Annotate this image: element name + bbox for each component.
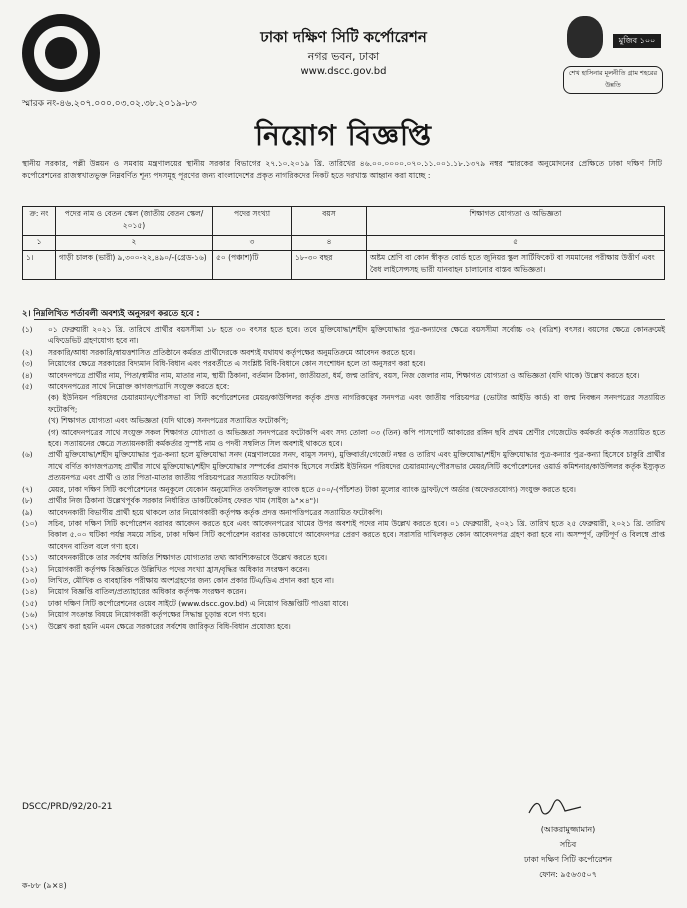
org-website[interactable]: www.dscc.gov.bd xyxy=(300,66,387,77)
list-item: (১০) সচিব, ঢাকা দক্ষিণ সিটি কর্পোরেশন বরাবর আবেদন করতে হবে এবং আবেদনপত্রের খামের উপর অবশ্যই পদের নাম উল্লেখ করতে হবে। ০১ ফেব্রুয়ারী, ২০২১ খ্রি. তারিখ হতে ২৫ ফেব্রুয়ারী, ২০২১ খ্রি. তারিখ বিকাল ৫.০০ ঘটিকা পর্যন্ত সময়ে সচিব, ঢাকা দক্ষিণ সিটি কর্পোরেশন বরাবর ডাকযোগে আবেদনপত্র প্রেরণ করতে হবে। সরাসরি দাখিলকৃত কোন আবেদনপত্র গ্রহণ করা হবে না। অসম্পূর্ণ, ত্রুটিপূর্ণ ও বিলম্বে প্রাপ্ত আবেদন বাতিল বলে গণ্য হবে। xyxy=(22,518,665,551)
list-item: (১) ০১ ফেব্রুয়ারী ২০২১ খ্রি. তারিখে প্রার্থীর বয়সসীমা ১৮ হতে ৩০ বৎসর হতে হবে। তবে মুক্তিযোদ্ধা/শহীদ মুক্তিযোদ্ধার পুত্র-কন্যাদের ক্ষেত্রে বয়সসীমা সর্বোচ্চ ৩২ (বত্রিশ) বৎসর। বয়সের ক্ষেত্রে কোনক্রমেই এফিডেভিট গ্রহণযোগ্য হবে না। xyxy=(22,325,665,346)
list-item: (৫) আবেদনপত্রের সাথে নিম্নোক্ত কাগজপত্রাদি সংযুক্ত করতে হবে: xyxy=(22,382,230,392)
table-header-row xyxy=(23,207,665,236)
col-age: বয়স xyxy=(292,207,367,236)
org-name: ঢাকা দক্ষিণ সিটি কর্পোরেশন xyxy=(260,28,427,46)
list-item: (১৩) লিখিত, মৌখিক ও ব্যবহারিক পরীক্ষায় অংশগ্রহণের জন্য কোন প্রকার টিএ/ডিএ প্রদান করা হবে না। xyxy=(22,575,334,585)
list-item: (১৫) ঢাকা দক্ষিণ সিটি কর্পোরেশনের ওয়েব সাইটে (www.dscc.gov.bd) এ নিয়োগ বিজ্ঞপ্তিটি পাওয়া যাবে। xyxy=(22,598,349,608)
mujib-badge: মুজিব ১০০ xyxy=(613,34,661,48)
conditions-title: ২। নিম্নলিখিত শর্তাবলী অবশ্যই অনুসরণ করতে হবে : xyxy=(22,308,200,318)
list-item: (৯) আবেদনকারী বিভাগীয় প্রার্থী হয়ে থাকলে তার নিয়োগকারী কর্তৃপক্ষ কর্তৃক প্রদত্ত অনাপত্তিপত্রের সত্যায়িত ফটোকপি। xyxy=(22,507,383,517)
list-item: (৪) আবেদনপত্রে প্রার্থীর নাম, পিতা/স্বামীর নাম, মাতার নাম, স্থায়ী ঠিকানা, বর্তমান ঠিকানা, জাতীয়তা, ধর্ম, জন্ম তারিখ, বয়স, নিজ জেলার নাম, শিক্ষাগত যোগ্যতা ও অভিজ্ঞতা (যদি থাকে) উল্লেখ করতে হবে। xyxy=(22,370,640,380)
footer-code: ক-৮৮ (৯×৪) xyxy=(22,881,67,890)
vacancy-table xyxy=(22,206,665,280)
list-item: (৬) প্রার্থী মুক্তিযোদ্ধা/শহীদ মুক্তিযোদ্ধার পুত্র-কন্যা হলে মুক্তিযোদ্ধা সনদ (মন্ত্রণালয়ের সনদ, বামুস সনদ), মুক্তিবার্তা/গেজেট নম্বর ও তারিখ এবং মুক্তিযোদ্ধা/শহীদ মুক্তিযোদ্ধার পুত্র-কন্যার পুত্র-কন্যা হিসেবে চাকুরি প্রার্থীর সাথে বর্ণিত কাগজপত্রসহ প্রার্থীর সাথে মুক্তিযোদ্ধা/শহীদ মুক্তিযোদ্ধার সম্পর্কের প্রমাণক হিসেবে সংশ্লিষ্ট ইউনিয়ন পরিষদের চেয়ারম্যান/পৌরসভার মেয়র/সিটি কর্পোরেশনের ওয়ার্ড কমিশনার/কাউন্সিলর কর্তৃক ইস্যুকৃত প্রত্যয়নপত্র এবং প্রার্থী ও তার পিতা-মাতার জাতীয় পরিচয়পত্রের সত্যায়িত ফটোকপি। xyxy=(22,450,665,483)
signature-name: (আকরামুজ্জামান) xyxy=(540,825,596,834)
col-qualification: শিক্ষাগত যোগ্যতা ও অভিজ্ঞতা xyxy=(367,207,665,236)
num-1: ১ xyxy=(23,236,56,251)
list-item: (ক) ইউনিয়ন পরিষদের চেয়ারম্যান/পৌরসভা বা সিটি কর্পোরেশনের মেয়র/কাউন্সিলর কর্তৃক প্রদত্ত নাগরিকত্বের সনদপত্র এবং জাতীয় পরিচয়পত্র (ভোটার আইডি কার্ড) বা জন্ম নিবন্ধন সনদপত্রের সত্যায়িত ফটোকপি; xyxy=(48,393,665,414)
table-row xyxy=(23,251,665,280)
list-item: (৮) প্রার্থীর নিজ ঠিকানা উল্লেখপূর্বক সরকার নির্ধারিত ডাকটিকেটসহ ফেরত খাম (সাইজ ৯"×৪")। xyxy=(22,496,319,506)
list-item: (খ) শিক্ষাগত যোগ্যতা এবং অভিজ্ঞতা (যদি থাকে) সনদপত্রের সত্যায়িত ফটোকপি; xyxy=(48,416,289,426)
memo-number: স্মারক নং-৪৬.২০৭.০০০.০৩.০২.৩৮.২০১৯-৮৩ xyxy=(22,99,197,109)
signature-org: ঢাকা দক্ষিণ সিটি কর্পোরেশন xyxy=(523,855,613,864)
row-age: ১৮-৩০ বছর xyxy=(292,251,367,280)
row-post: গাড়ী চালক (ভারী) ৯,৩০০-২২,৪৯০/-(গ্রেড-১৬) xyxy=(56,251,213,280)
row-count: ৫০ (পঞ্চাশ)টি xyxy=(213,251,292,280)
row-qualification: অষ্টম শ্রেণি বা কোন স্বীকৃত বোর্ড হতে জুনিয়র স্কুল সার্টিফিকেট বা সমমানের পরীক্ষায় উত্তীর্ণ এবং বৈধ লাইসেন্সসহ ভারী যানবাহন চালানোর বাস্তব অভিজ্ঞতা। xyxy=(367,251,665,280)
list-item: (১৭) উল্লেখ করা হয়নি এমন ক্ষেত্রে সরকারের সর্বশেষ জারিকৃত বিধি-বিধান প্রযোজ্য হবে। xyxy=(22,621,291,631)
list-item: (৩) নিয়োগের ক্ষেত্রে সরকারের বিদ্যমান বিধি-বিধান এবং পরবর্তীতে এ সংশ্লিষ্ট বিধি-বিধানে কোন সংশোধন হলে তা অনুসরণ করা হবে। xyxy=(22,359,426,369)
col-serial: ক্র: নং xyxy=(23,207,56,236)
list-item: (১৬) নিয়োগ সংক্রান্ত বিষয়ে নিয়োগকারী কর্তৃপক্ষের সিদ্ধান্ত চূড়ান্ত বলে গণ্য হবে। xyxy=(22,610,266,620)
motto-box: শেখ হাসিনার মূলনীতি গ্রাম শহরের উন্নতি xyxy=(563,66,663,94)
num-3: ৩ xyxy=(213,236,292,251)
num-4: ৪ xyxy=(292,236,367,251)
reference-code: DSCC/PRD/92/20-21 xyxy=(22,802,113,812)
table-number-row xyxy=(23,236,665,251)
list-item: (৭) মেয়র, ঢাকা দক্ষিণ সিটি কর্পোরেশনের অনুকূলে যেকোন অনুমোদিত তফসিলভুক্ত ব্যাংক হতে ৫০০/-(পাঁচশত) টাকা মূল্যের ব্যাংক ড্রাফট/পে অর্ডার (অফেরতযোগ্য) সংযুক্ত করতে হবে। xyxy=(22,484,576,494)
row-serial: ১। xyxy=(23,251,56,280)
signature-block xyxy=(498,822,638,882)
list-item: (গ) আবেদনপত্রের সাথে সংযুক্ত সকল শিক্ষাগত যোগ্যতা ও অভিজ্ঞতা সনদপত্রের ফটোকপি এবং সদ্য তোলা ০৩ (তিন) কপি পাসপোর্ট আকারের রঙ্গিন ছবি প্রথম শ্রেণীর গেজেটেড কর্মকর্তা কর্তৃক সত্যায়িত হতে হবে। সত্যায়নের ক্ষেত্রে সত্যায়নকারী কর্মকর্তার সুস্পষ্ট নাম ও পদবী সম্বলিত সিল অবশ্যই থাকতে হবে। xyxy=(48,427,665,449)
page-title: নিয়োগ বিজ্ঞপ্তি xyxy=(254,119,433,152)
col-count: পদের সংখ্যা xyxy=(213,207,292,236)
list-item: (১২) নিয়োগকারী কর্তৃপক্ষ বিজ্ঞপ্তিতে উল্লিখিত পদের সংখ্যা হ্রাস/বৃদ্ধির অধিকার সংরক্ষণ করেন। xyxy=(22,564,310,574)
divider xyxy=(34,319,665,320)
signature-icon xyxy=(527,797,583,819)
intro-paragraph: স্থানীয় সরকার, পল্লী উন্নয়ন ও সমবায় মন্ত্রণালয়ের স্থানীয় সরকার বিভাগের ২৭.১০.২০১৯ খ্রি. তারিখের ৪৬.০০.০০০০.০৭০.১১.০০১.১৮.১৩৭৯ নম্বর স্মারকের অনুমোদনের প্রেক্ষিতে ঢাকা দক্ষিণ সিটি কর্পোরেশনের রাজস্বখাতভুক্ত নিম্নবর্ণিত শূন্য পদসমূহ পূরণের জন্য বাংলাদেশের প্রকৃত নাগরিকদের নিকট হতে দরখাস্ত আহ্বান করা যাচ্ছে : xyxy=(22,159,662,180)
org-address: নগর ভবন, ঢাকা xyxy=(307,50,380,63)
conditions-list xyxy=(22,324,665,632)
num-2: ২ xyxy=(56,236,213,251)
col-post: পদের নাম ও বেতন স্কেল (জাতীয় বেতন স্কেল/২০১৫) xyxy=(56,207,213,236)
list-item: (২) সরকারি/আধা সরকারি/স্বায়ত্তশাসিত প্রতিষ্ঠানে কর্মরত প্রার্থীদেরকে অবশ্যই যথাযথ কর্তৃপক্ষের অনুমতিক্রমে আবেদন করতে হবে। xyxy=(22,347,416,357)
list-item: (১৪) নিয়োগ বিজ্ঞপ্তি বাতিল/প্রত্যাহারের অধিকার কর্তৃপক্ষ সংরক্ষণ করেন। xyxy=(22,587,247,597)
num-5: ৫ xyxy=(367,236,665,251)
list-item: (১১) আবেদনকারীকে তার সর্বশেষ অর্জিত শিক্ষাগত যোগ্যতার তথ্য আবশ্যিকভাবে উল্লেখ করতে হবে। xyxy=(22,553,328,563)
signature-phone: ফোন: ৯৫৬৩৫০৭ xyxy=(539,870,597,879)
signature-designation: সচিব xyxy=(559,840,577,849)
